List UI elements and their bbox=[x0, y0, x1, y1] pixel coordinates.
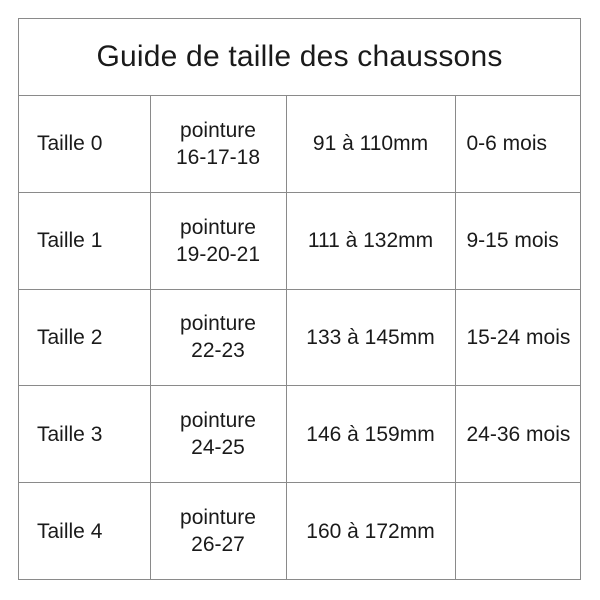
shoe-size-value: 24-25 bbox=[191, 436, 245, 460]
shoe-size-cell bbox=[150, 96, 286, 192]
table-row bbox=[19, 192, 580, 289]
shoe-size-label: pointure bbox=[180, 215, 256, 239]
shoe-size-cell bbox=[150, 192, 286, 289]
age-cell bbox=[455, 483, 580, 579]
table-row bbox=[19, 483, 580, 579]
shoe-size-label: pointure bbox=[180, 312, 256, 336]
table-row bbox=[19, 386, 580, 483]
size-cell: Taille 0 bbox=[19, 96, 150, 192]
age-cell: 0-6 mois bbox=[455, 96, 580, 192]
length-cell: 133 à 145mm bbox=[286, 289, 455, 386]
shoe-size-label: pointure bbox=[180, 409, 256, 433]
shoe-size-cell bbox=[150, 289, 286, 386]
length-cell: 111 à 132mm bbox=[286, 192, 455, 289]
shoe-size-value: 26-27 bbox=[191, 533, 245, 557]
size-cell: Taille 3 bbox=[19, 386, 150, 483]
size-table bbox=[19, 96, 580, 579]
length-cell: 91 à 110mm bbox=[286, 96, 455, 192]
shoe-size-cell bbox=[150, 386, 286, 483]
shoe-size-label: pointure bbox=[180, 506, 256, 530]
size-cell: Taille 2 bbox=[19, 289, 150, 386]
length-cell: 146 à 159mm bbox=[286, 386, 455, 483]
age-cell: 24-36 mois bbox=[455, 386, 580, 483]
table-row bbox=[19, 96, 580, 192]
table-title: Guide de taille des chaussons bbox=[19, 19, 580, 96]
age-cell: 9-15 mois bbox=[455, 192, 580, 289]
shoe-size-value: 16-17-18 bbox=[175, 145, 261, 169]
shoe-size-label: pointure bbox=[180, 118, 256, 142]
shoe-size-value: 19-20-21 bbox=[175, 242, 261, 266]
size-cell: Taille 4 bbox=[19, 483, 150, 579]
age-cell: 15-24 mois bbox=[455, 289, 580, 386]
length-cell: 160 à 172mm bbox=[286, 483, 455, 579]
shoe-size-cell bbox=[150, 483, 286, 579]
size-cell: Taille 1 bbox=[19, 192, 150, 289]
size-guide-table bbox=[18, 18, 581, 580]
table-row bbox=[19, 289, 580, 386]
shoe-size-value: 22-23 bbox=[191, 339, 245, 363]
